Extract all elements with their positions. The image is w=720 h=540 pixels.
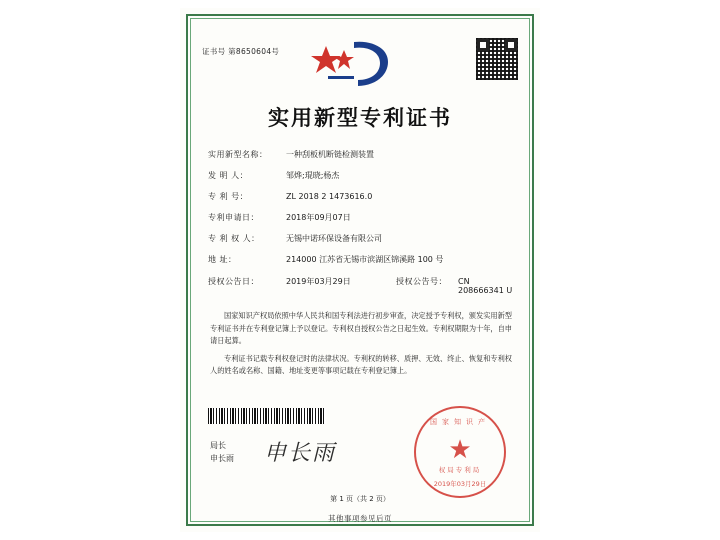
field-row	[208, 150, 514, 160]
field-row	[208, 192, 514, 202]
seal-date: 2019年03月29日	[433, 480, 487, 488]
field-label: 专 利 号：	[208, 192, 249, 202]
grant-date-value: 2019年03月29日	[286, 276, 351, 286]
field-row	[208, 171, 514, 181]
certificate-number: 证书号 第8650604号	[202, 47, 280, 56]
patent-certificate	[180, 8, 540, 532]
field-value: 2018年09月07日	[286, 213, 351, 223]
legal-paragraph: 国家知识产权局依照中华人民共和国专利法进行初步审查，决定授予专利权，颁发实用新型专利证书并在专利登记簿上予以登记。专利权自授权公告之日起生效。专利权期限为十年，自申请日起算。	[210, 311, 512, 346]
field-label: 实用新型名称：	[208, 150, 268, 159]
barcode-icon	[208, 408, 326, 424]
official-seal	[414, 406, 506, 498]
patent-office-emblem-icon	[308, 36, 412, 94]
field-label: 地 址：	[208, 255, 237, 265]
field-row	[208, 234, 514, 244]
field-label: 发 明 人：	[208, 171, 249, 181]
field-value: 邹烨;琨晓;杨杰	[286, 171, 340, 181]
field-label: 专利申请日：	[208, 213, 259, 223]
qr-code-icon	[476, 38, 518, 80]
grant-date-label: 授权公告日：	[208, 276, 259, 286]
field-value: 无锡中诺环保设备有限公司	[286, 234, 382, 244]
legal-body-text	[210, 310, 512, 383]
grant-number-label: 授权公告号：	[396, 276, 447, 286]
certificate-fields	[208, 150, 514, 307]
legal-paragraph: 专利证书记载专利权登记时的法律状况。专利权的转移、质押、无效、终止、恢复和专利权人的姓名或名称、国籍、地址变更等事项记载在专利登记簿上。	[210, 353, 512, 376]
seal-bottom-text: 权局专利局	[438, 466, 482, 474]
field-value: 214000 江苏省无锡市滨湖区锦溪路 100 号	[286, 255, 444, 265]
field-row	[208, 213, 514, 223]
page-number: 第 1 页（共 2 页）	[330, 495, 390, 503]
field-row	[208, 255, 514, 265]
signature-block	[210, 440, 234, 466]
signature-title: 局长	[210, 441, 226, 450]
star-icon: ★	[448, 434, 472, 465]
seal-top-text: 国家知识产	[430, 418, 490, 426]
field-value: 一种刮板机断链检测装置	[286, 150, 374, 159]
grant-row	[208, 277, 514, 296]
footer-note: 其他事项参见后页	[328, 514, 392, 523]
grant-number-value: CN 208666341 U	[458, 276, 513, 296]
page-title: 实用新型专利证书	[268, 106, 452, 130]
signature-name: 申长雨	[210, 453, 234, 463]
handwritten-signature: 申长雨	[264, 441, 337, 466]
field-label: 专 利 权 人：	[208, 234, 260, 244]
field-value: ZL 2018 2 1473616.0	[286, 192, 373, 202]
